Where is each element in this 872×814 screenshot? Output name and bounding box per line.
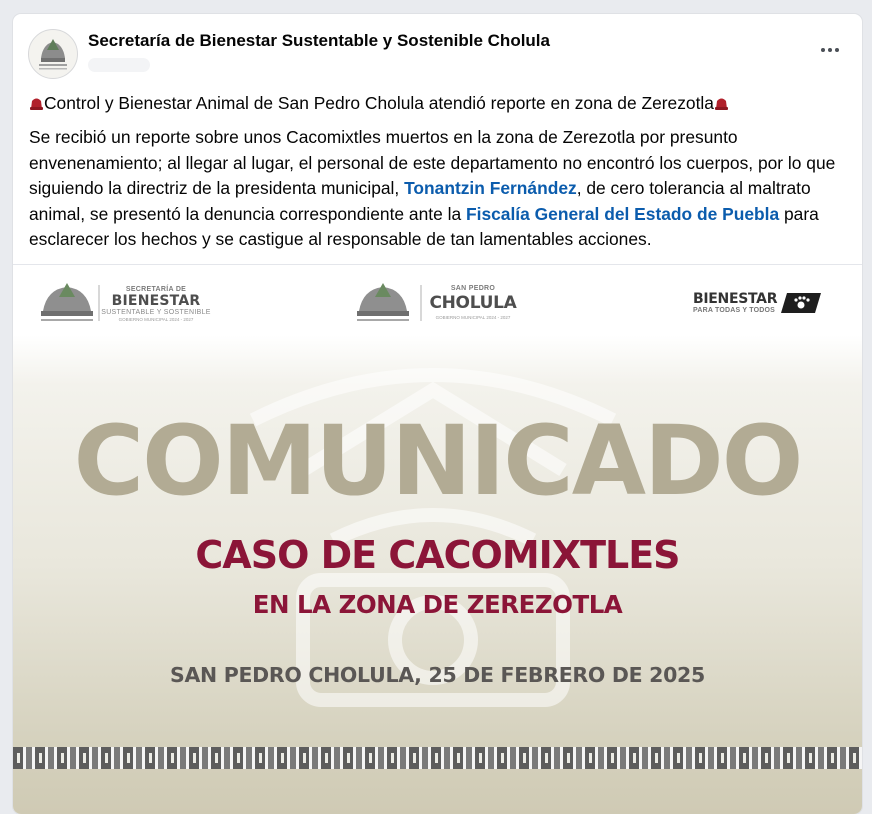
red-hat-emoji-icon bbox=[29, 95, 44, 111]
communique-headline: COMUNICADO bbox=[73, 405, 802, 517]
more-dot-icon bbox=[828, 48, 832, 52]
logo-text: BIENESTAR bbox=[111, 293, 201, 309]
logo-text: BIENESTAR bbox=[693, 291, 778, 307]
more-dot-icon bbox=[821, 48, 825, 52]
post-body-text: para esclarecer los hechos y se castigue al responsable de tan lamentables acciones. bbox=[29, 203, 819, 250]
cholula-emblem-icon bbox=[29, 30, 77, 78]
logo-text: CHOLULA bbox=[429, 293, 517, 313]
paw-icon bbox=[781, 293, 821, 313]
logo-text: GOBIERNO MUNICIPAL 2024 - 2027 bbox=[435, 315, 511, 320]
communique-subtitle-2: EN LA ZONA DE ZEREZOTLA bbox=[252, 590, 623, 619]
mention-link[interactable]: Fiscalía General del Estado de Puebla bbox=[465, 203, 780, 224]
logo-text: SAN PEDRO bbox=[450, 285, 496, 292]
logo-text: PARA TODAS Y TODOS bbox=[693, 307, 776, 314]
page-name-link[interactable]: Secretaría de Bienestar Sustentable y Sostenible Cholula bbox=[88, 31, 550, 50]
decorative-border-pattern bbox=[13, 753, 862, 763]
more-options-button[interactable] bbox=[818, 40, 842, 60]
post-image[interactable] bbox=[13, 264, 862, 814]
logo-text: GOBIERNO MUNICIPAL 2024 - 2027 bbox=[118, 317, 194, 322]
post-title-text: Control y Bienestar Animal de San Pedro Cholula atendió reporte en zona de Zerezotla bbox=[44, 93, 714, 113]
post-body bbox=[29, 125, 851, 253]
post-body-text: , de cero tolerancia al maltrato animal, se presentó la denuncia correspondiente ante la bbox=[29, 178, 811, 224]
mention-link[interactable]: Tonantzin Fernández bbox=[404, 178, 577, 199]
logo-text: SECRETARÍA DE bbox=[125, 286, 187, 293]
post-timestamp[interactable] bbox=[88, 58, 150, 72]
red-hat-emoji-icon bbox=[714, 95, 729, 111]
more-dot-icon bbox=[835, 48, 839, 52]
page-avatar[interactable] bbox=[28, 29, 78, 79]
post-card bbox=[13, 14, 862, 814]
communique-date: SAN PEDRO CHOLULA, 25 DE FEBRERO DE 2025 bbox=[170, 663, 705, 687]
logo-san-pedro-cholula bbox=[355, 281, 555, 325]
post-body-text: Se recibió un reporte sobre unos Cacomixtles muertos en la zona de Zerezotla por presunto envenenamiento; al llegar al lugar, el personal de este departamento no encontró los cuerpos, por lo que siguiendo la directriz de la presidenta municipal, bbox=[29, 127, 836, 199]
logo-text: SUSTENTABLE Y SOSTENIBLE bbox=[101, 309, 211, 316]
logo-secretaria-bienestar bbox=[39, 281, 239, 325]
post-title bbox=[29, 92, 846, 114]
communique-subtitle: CASO DE CACOMIXTLES bbox=[195, 533, 680, 577]
